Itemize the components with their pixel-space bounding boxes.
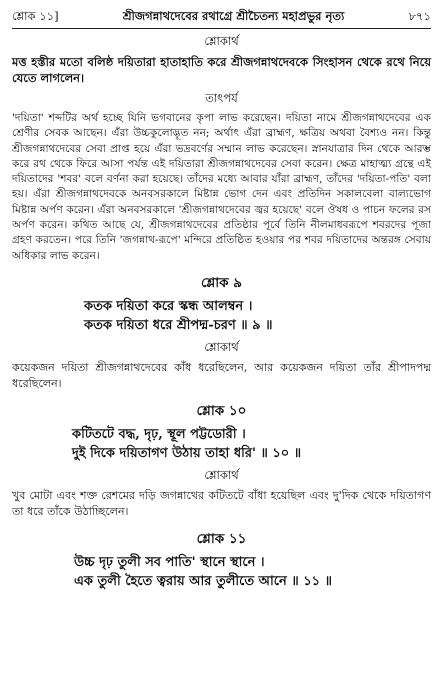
verse-9-line-2: কতক দয়িতা ধরে শ্রীপদ্ম-চরণ ॥ ৯ ॥ [84, 317, 273, 333]
verse-11-title: শ্লোক ১১ [196, 530, 247, 547]
verse-10-title: শ্লোক ১০ [196, 402, 247, 419]
verse-9-translation-label: শ্লোকার্থ [204, 339, 239, 354]
verse-9-line-1: কতক দয়িতা করে স্কন্ধ আলম্বন । [84, 298, 253, 314]
verse-10-line-1: কটিতটে বদ্ধ, দৃঢ়, স্থূল পট্টডোরী । [72, 426, 246, 442]
verse-11-line-2: এক তুলী হৈতে ত্বরায় আর তুলীতে আনে ॥ ১১ ॥ [74, 573, 332, 589]
translation-text: মত্ত হস্তীর মতো বলিষ্ঠ দয়িতারা হাতাহাতি করে শ্রীজগন্নাথদেবকে সিংহাসন থেকে রথে নিয়ে যেতে লাগলেন। [12, 55, 431, 85]
verse-10-translation-label: শ্লোকার্থ [204, 467, 239, 482]
header-rule [12, 28, 431, 29]
verse-9-translation: কয়েকজন দয়িতা শ্রীজগন্নাথদেবের কাঁধ ধরেছিলেন, আর কয়েকজন দয়িতা তাঁর শ্রীপাদপদ্ম ধরেছিলেন। [12, 360, 431, 390]
verse-10-translation: খুব মোটা এবং শক্ত রেশমের দড়ি জগন্নাথের কটিতটে বাঁধা হয়েছিল এবং দু'দিক থেকে দয়িতাগণ তা ধরে তাঁকে উঠাচ্ছিলেন। [12, 488, 431, 518]
verse-10-line-2: দুই দিকে দয়িতাগণ উঠায় তাহা ধরি' ॥ ১০ ॥ [72, 445, 302, 461]
purport-text: 'দয়িতা' শব্দটির অর্থ হচ্ছে যিনি ভগবানের কৃপা লাভ করেছেন। দয়িতা নামে শ্রীজগন্নাথদেবের এক শ্রেণীর সেবক আছেন। এঁরা উচ্চকুলোদ্ভূত নন; অর্থাৎ এঁরা ব্রাহ্মণ, ক্ষত্রিয় অথবা বৈশ্যও নন। কিন্তু শ্রীজগন্নাথদেবের সেবা প্রাপ্ত হয়ে এঁরা ভদ্রবর্ণের সম্মান লাভ করেছেন। স্নানযাত্রার দিন থেকে আরম্ভ করে রথ থেকে ফিরে আসা পর্যন্ত এই দয়িতারা শ্রীজগন্নাথদেবের সেবা করেন। ক্ষেত্র মাহাত্ম্য গ্রন্থে এই দয়িতাদের 'শবর' বলে বর্ণনা করা হয়েছে। তাঁদের মধ্যে আবার যাঁরা ব্রাহ্মণ, তাঁদের 'দয়িতা-পতি' বলা হয়। এঁরা শ্রীজগন্নাথদেবকে অনবসরকালে মিষ্টান্ন ভোগ দেন এবং প্রতিদিন সকালবেলা বাল্যভোগ মিষ্টান্ন অর্পণ করেন। এঁরা অনবসরকালে 'শ্রীজগন্নাথদেবের জ্বর হয়েছে' বলে ঔষধ ও পাচন ফলের রস অর্পণ করেন। কথিত আছে যে, শ্রীজগন্নাথদেবের প্রতিষ্ঠার পূর্বে তিনি নীলমাধবরূপে শবরদের পূজা গ্রহণ করতেন। পরে তিনি 'জগন্নাথ-রূপে' মন্দিরে প্রতিষ্ঠিত হওয়ার পর শবর দয়িতাদের অন্তরঙ্গ সেবায় অধিকার লাভ করেন। [12, 112, 431, 262]
page-header [12, 8, 431, 26]
translation-label: শ্লোকার্থ [204, 34, 239, 48]
verse-11-line-1: উচ্চ দৃঢ় তুলী সব পাতি' স্থানে স্থানে । [74, 554, 265, 570]
page-number: ৮৭১ [408, 9, 431, 23]
header-verse-ref: শ্লোক ১১] [12, 9, 59, 23]
purport-label: তাৎপর্য [205, 91, 238, 105]
verse-9-title: শ্লোক ৯ [200, 274, 243, 291]
header-chapter-title: শ্রীজগন্নাথদেবের রথাগ্রে শ্রীচৈতন্য মহাপ্রভুর নৃত্য [122, 9, 345, 23]
